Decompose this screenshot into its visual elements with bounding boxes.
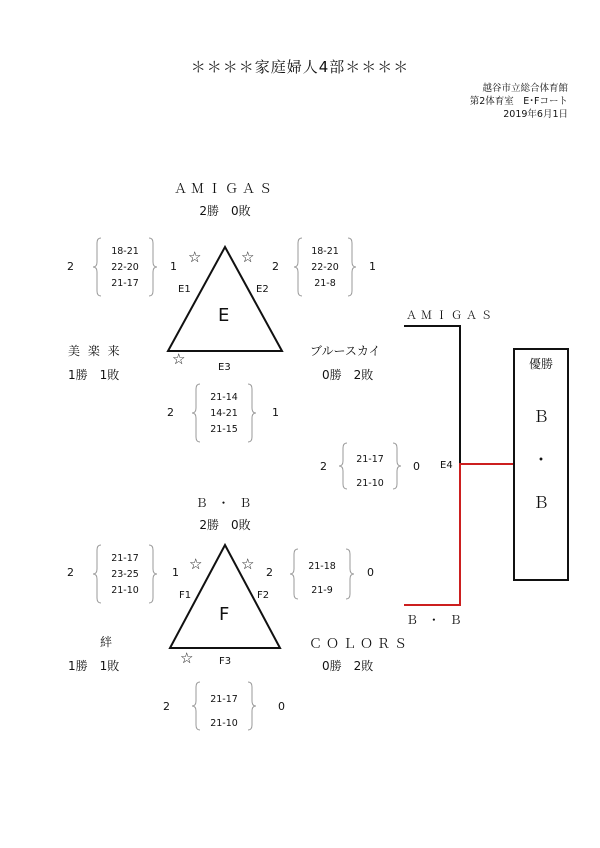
champion-char: ・ bbox=[532, 450, 549, 469]
team-bluesky: ブルースカイ bbox=[310, 344, 381, 358]
e4-scores bbox=[345, 448, 395, 496]
score-line: 21-8 bbox=[314, 278, 336, 289]
group-f-letter: F bbox=[219, 604, 230, 625]
record-amigas-e: 2勝 0敗 bbox=[199, 204, 251, 218]
score-line: 21-10 bbox=[111, 585, 139, 596]
champion-char: Ｂ bbox=[532, 493, 549, 512]
f2-left-num: 2 bbox=[266, 566, 273, 579]
f2-right-num: 0 bbox=[367, 566, 374, 579]
score-line: 18-21 bbox=[111, 246, 139, 257]
score-line: 21-15 bbox=[210, 424, 238, 435]
f3-left-num: 2 bbox=[163, 700, 170, 713]
record-bluesky: 0勝 2敗 bbox=[322, 368, 374, 382]
e3-left-num: 2 bbox=[167, 406, 174, 419]
brace-e3-right bbox=[248, 384, 256, 442]
f2-scores bbox=[297, 555, 347, 603]
f1-right-num: 1 bbox=[172, 566, 179, 579]
star-outline-icon: ☆ bbox=[180, 649, 194, 667]
e1-scores bbox=[100, 244, 150, 292]
score-line: 21-10 bbox=[210, 718, 238, 729]
f3-scores bbox=[199, 688, 249, 736]
brace-e1-right bbox=[149, 238, 157, 296]
score-line: 21-18 bbox=[308, 561, 336, 572]
score-line: 21-17 bbox=[111, 553, 139, 564]
f1-left-num: 2 bbox=[67, 566, 74, 579]
group-e-letter: E bbox=[218, 305, 230, 326]
team-kizuna: 絆 bbox=[100, 635, 113, 649]
score-line: 21-10 bbox=[356, 478, 384, 489]
champion-title: 優勝 bbox=[528, 357, 553, 371]
record-bb-f: 2勝 0敗 bbox=[199, 518, 251, 532]
score-line: 21-9 bbox=[311, 585, 333, 596]
star-outline-icon: ☆ bbox=[172, 350, 186, 368]
f2-label: F2 bbox=[257, 590, 270, 601]
e2-right-num: 1 bbox=[369, 260, 376, 273]
score-line: 14-21 bbox=[210, 408, 238, 419]
team-birakuru: 美 楽 来 bbox=[68, 344, 122, 358]
champion-box bbox=[513, 348, 569, 581]
e2-label: E2 bbox=[256, 284, 269, 295]
record-colors: 0勝 2敗 bbox=[322, 659, 374, 673]
brace-f3-right bbox=[248, 682, 256, 730]
record-birakuru: 1勝 1敗 bbox=[68, 368, 120, 382]
page-title: ＊＊＊＊家庭婦人4部＊＊＊＊ bbox=[190, 58, 410, 76]
score-line: 23-25 bbox=[111, 569, 139, 580]
e4-left-num: 2 bbox=[320, 460, 327, 473]
star-outline-icon: ☆ bbox=[188, 248, 202, 266]
record-kizuna: 1勝 1敗 bbox=[68, 659, 120, 673]
score-line: 18-21 bbox=[311, 246, 339, 257]
e3-right-num: 1 bbox=[272, 406, 279, 419]
final-top-team: ＡＭＩＧＡＳ bbox=[406, 309, 496, 322]
score-line: 21-14 bbox=[210, 392, 238, 403]
venue-name: 越谷市立総合体育館 bbox=[482, 83, 568, 94]
f3-right-num: 0 bbox=[278, 700, 285, 713]
bracket-winner-line bbox=[404, 464, 513, 605]
e1-left-num: 2 bbox=[67, 260, 74, 273]
final-bottom-team: Ｂ ・ Ｂ bbox=[406, 613, 465, 627]
e1-label: E1 bbox=[178, 284, 191, 295]
e2-left-num: 2 bbox=[272, 260, 279, 273]
e4-right-num: 0 bbox=[413, 460, 420, 473]
bracket-top-line bbox=[404, 326, 460, 464]
e4-label: E4 bbox=[440, 460, 453, 471]
venue-date: 2019年6月1日 bbox=[503, 109, 568, 120]
score-line: 22-20 bbox=[111, 262, 139, 273]
e1-right-num: 1 bbox=[170, 260, 177, 273]
group-e-triangle bbox=[168, 247, 282, 351]
brace-f2-right bbox=[346, 549, 354, 599]
f1-label: F1 bbox=[179, 590, 192, 601]
score-line: 22-20 bbox=[311, 262, 339, 273]
team-bb-f: Ｂ ・ Ｂ bbox=[195, 496, 255, 510]
star-outline-icon: ☆ bbox=[241, 555, 255, 573]
e3-scores bbox=[199, 390, 249, 438]
score-line: 21-17 bbox=[356, 454, 384, 465]
e3-label: E3 bbox=[218, 362, 231, 373]
score-line: 21-17 bbox=[111, 278, 139, 289]
star-outline-icon: ☆ bbox=[189, 555, 203, 573]
f3-label: F3 bbox=[219, 656, 232, 667]
team-colors: ＣＯＬＯＲＳ bbox=[309, 637, 412, 652]
team-amigas-e: ＡＭＩＧＡＳ bbox=[173, 182, 276, 197]
e2-scores bbox=[300, 244, 350, 292]
champion-char: Ｂ bbox=[532, 407, 549, 426]
score-line: 21-17 bbox=[210, 694, 238, 705]
venue-court: 第2体育室 E･Fコート bbox=[469, 96, 568, 107]
f1-scores bbox=[100, 551, 150, 599]
star-outline-icon: ☆ bbox=[241, 248, 255, 266]
brace-f1-right bbox=[149, 545, 157, 603]
